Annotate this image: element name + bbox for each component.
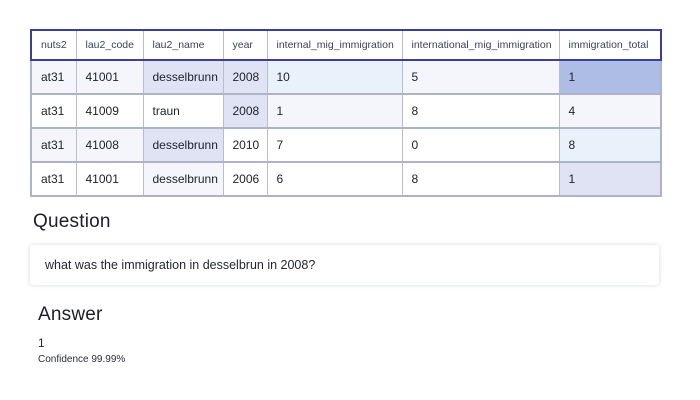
table-cell: 41009 — [76, 94, 143, 128]
column-header-year: year — [223, 30, 267, 60]
column-header-lau2-name: lau2_name — [143, 30, 223, 60]
confidence-value: 99.99% — [91, 354, 126, 365]
table-cell: desselbrunn — [143, 60, 223, 94]
table-cell: at31 — [31, 128, 76, 162]
table-row — [31, 60, 661, 94]
question-text: what was the immigration in desselbrun in 2008? — [45, 258, 316, 272]
table-cell: desselbrunn — [143, 162, 223, 196]
table-cell: at31 — [31, 162, 76, 196]
column-header-international-mig-immigration: international_mig_immigration — [402, 30, 559, 60]
table-cell: 0 — [402, 128, 559, 162]
table-row — [31, 94, 661, 128]
table-row — [31, 162, 661, 196]
column-header-immigration-total: immigration_total — [559, 30, 661, 60]
table-cell: at31 — [31, 94, 76, 128]
table-cell: 2008 — [223, 94, 267, 128]
table-cell: 2008 — [223, 60, 267, 94]
table-cell: 4 — [559, 94, 661, 128]
answer-heading: Answer — [38, 304, 103, 325]
table-cell: 8 — [559, 128, 661, 162]
table-cell: 2006 — [223, 162, 267, 196]
table-cell: 41001 — [76, 60, 143, 94]
table-cell: desselbrunn — [143, 128, 223, 162]
table-cell: 6 — [267, 162, 402, 196]
question-heading: Question — [33, 211, 111, 232]
table-cell: 1 — [559, 162, 661, 196]
column-header-lau2-code: lau2_code — [76, 30, 143, 60]
table-cell: 8 — [402, 162, 559, 196]
table-cell: 2010 — [223, 128, 267, 162]
table-header-row — [31, 30, 661, 60]
column-header-internal-mig-immigration: internal_mig_immigration — [267, 30, 402, 60]
table-cell: traun — [143, 94, 223, 128]
table-cell: 41001 — [76, 162, 143, 196]
answer-cell: 1 — [559, 60, 661, 94]
table-cell: at31 — [31, 60, 76, 94]
table-cell: 1 — [267, 94, 402, 128]
table-cell: 8 — [402, 94, 559, 128]
table-row — [31, 128, 661, 162]
column-header-nuts2: nuts2 — [31, 30, 76, 60]
confidence-readout — [38, 354, 125, 365]
confidence-label: Confidence — [38, 354, 89, 365]
table-cell: 41008 — [76, 128, 143, 162]
question-box — [30, 245, 659, 285]
answer-value: 1 — [38, 336, 45, 350]
table-cell: 7 — [267, 128, 402, 162]
table-cell: 5 — [402, 60, 559, 94]
table-cell: 10 — [267, 60, 402, 94]
data-table — [30, 29, 662, 197]
